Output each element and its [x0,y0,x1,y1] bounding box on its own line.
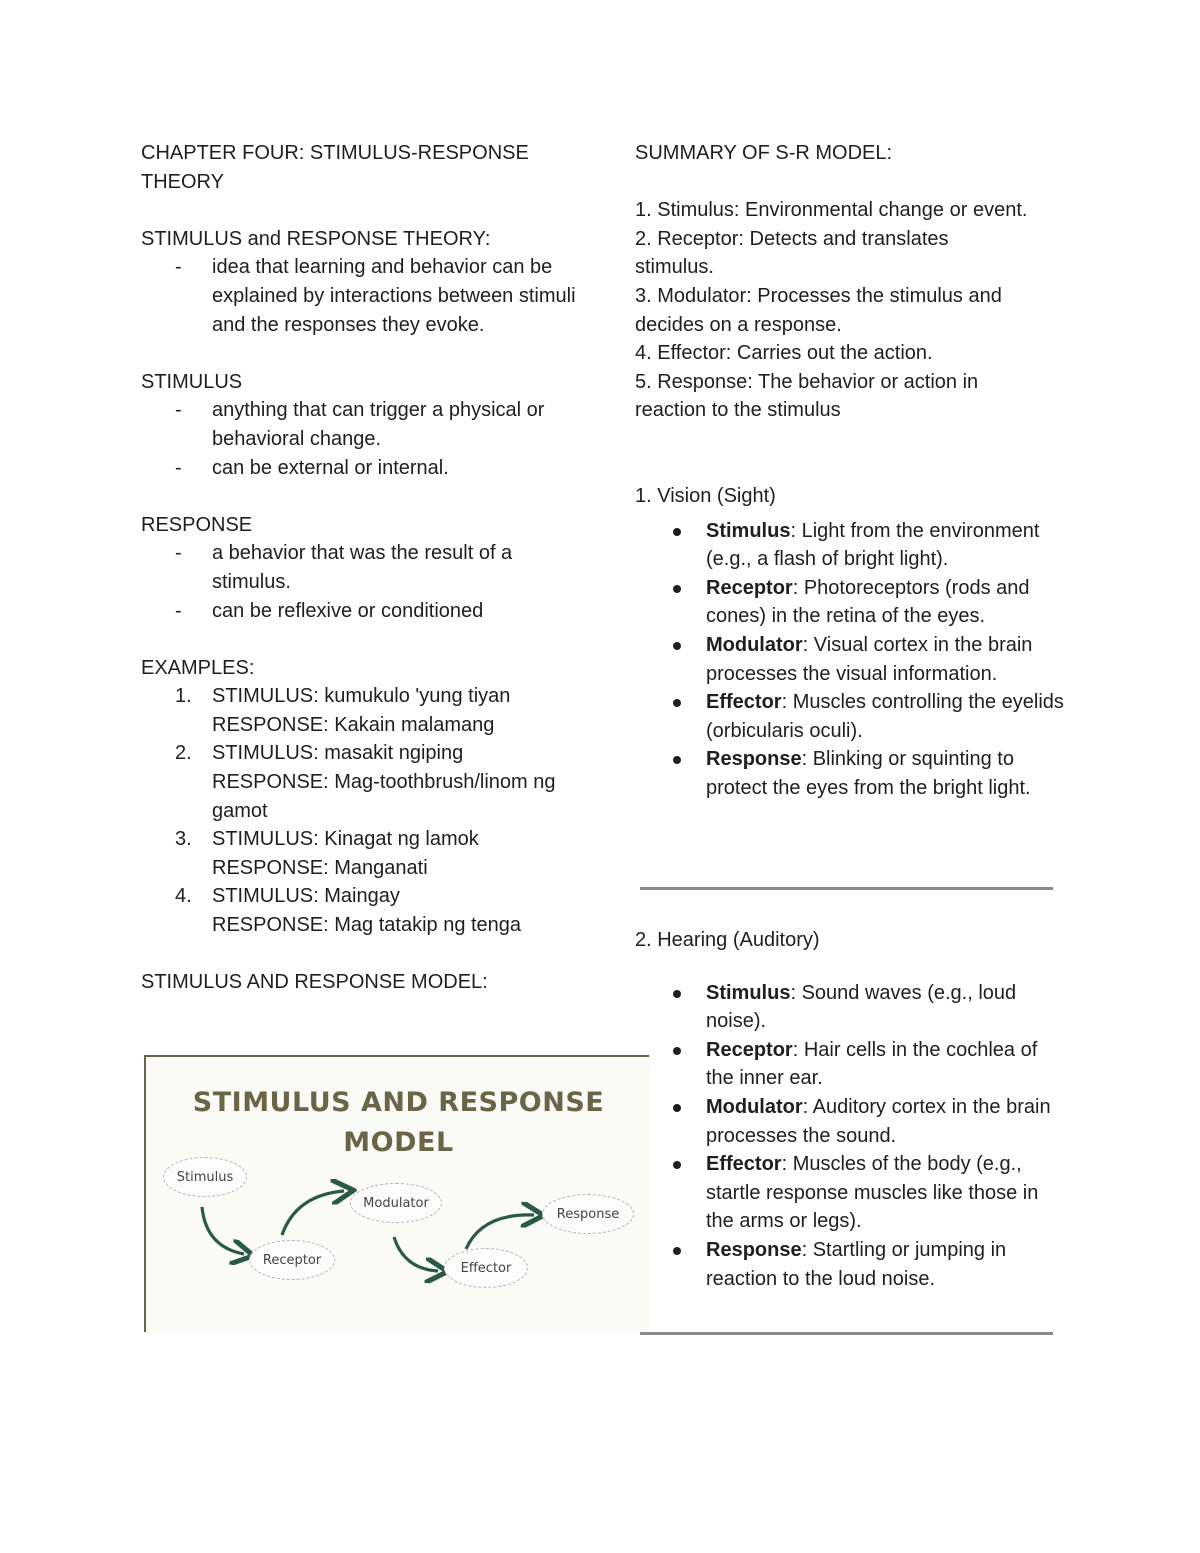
number-marker: 4. [175,885,192,908]
summary-item: 2. Receptor: Detects and translates stimulus. [635,227,949,279]
list-item: Stimulus: Light from the environment (e.g., a flash of bright light). [635,517,1066,574]
response-list [141,539,581,625]
bullet-icon [673,1104,681,1112]
vision-list [635,517,1075,803]
left-column [141,139,581,997]
node-response: Response [542,1194,634,1234]
list-item: Modulator: Visual cortex in the brain processes the visual information. [635,631,1066,688]
arrow-modulator-effector [394,1237,438,1271]
examples-list [141,682,581,939]
list-item: Modulator: Auditory cortex in the brain processes the sound. [635,1093,1066,1150]
model-heading: STIMULUS AND RESPONSE MODEL: [141,971,488,994]
examples-heading: EXAMPLES: [141,656,255,679]
right-column [635,139,1075,802]
list-item: Response: Blinking or squinting to protect the eyes from the bright light. [635,745,1066,802]
dash-marker: - [175,456,182,479]
summary-item: 4. Effector: Carries out the action. [635,342,933,365]
arrow-effector-response [466,1215,534,1249]
number-marker: 1. [175,685,192,708]
figure-title-line2: MODEL [343,1127,454,1158]
summary-item: 3. Modulator: Processes the stimulus and decides on a response. [635,284,1002,336]
arrow-receptor-modulator [282,1191,344,1235]
example-item: 2. STIMULUS: masakit ngiping RESPONSE: Mag-toothbrush/linom ng gamot [141,739,581,825]
chapter-title: CHAPTER FOUR: STIMULUS-RESPONSE THEORY [141,142,529,193]
example-item: 3. STIMULUS: Kinagat ng lamok RESPONSE: Manganati [141,825,581,882]
list-item: Effector: Muscles of the body (e.g., startle response muscles like those in the arms or legs). [635,1150,1066,1236]
bullet-icon [673,642,681,650]
theory-list [141,253,581,339]
node-effector: Effector [444,1248,528,1288]
node-modulator: Modulator [350,1183,442,1223]
list-item: - can be reflexive or conditioned [141,597,581,626]
hearing-list [635,979,1075,1294]
list-item: - can be external or internal. [141,454,581,483]
figure-title-line1: STIMULUS AND RESPONSE [192,1087,605,1118]
list-item: Receptor: Hair cells in the cochlea of the inner ear. [635,1036,1066,1093]
list-item: Stimulus: Sound waves (e.g., loud noise). [635,979,1066,1036]
list-item: Receptor: Photoreceptors (rods and cones) in the retina of the eyes. [635,574,1066,631]
example-item: 4. STIMULUS: Maingay RESPONSE: Mag tatakip ng tenga [141,882,581,939]
dash-marker: - [175,599,182,622]
hearing-heading: 2. Hearing (Auditory) [635,929,820,951]
summary-item: 5. Response: The behavior or action in reaction to the stimulus [635,370,979,422]
list-item: - idea that learning and behavior can be explained by interactions between stimuli and the responses they evoke. [141,253,581,339]
arrow-stimulus-receptor [202,1207,244,1254]
sr-model-figure [144,1055,649,1332]
divider [640,887,1053,890]
theory-heading: STIMULUS and RESPONSE THEORY: [141,227,491,250]
example-item: 1. STIMULUS: kumukulo 'yung tiyan RESPONSE: Kakain malamang [141,682,581,739]
node-receptor: Receptor [249,1240,335,1280]
bullet-icon [673,1161,681,1169]
divider [640,1332,1053,1335]
list-item: - anything that can trigger a physical or behavioral change. [141,396,581,453]
summary-item: 1. Stimulus: Environmental change or event. [635,199,1028,222]
node-stimulus: Stimulus [163,1157,247,1197]
dash-marker: - [175,256,182,279]
bullet-icon [673,699,681,707]
bullet-icon [673,1247,681,1255]
bullet-icon [673,990,681,998]
bullet-icon [673,585,681,593]
stimulus-list [141,396,581,482]
list-item: Effector: Muscles controlling the eyelids (orbicularis oculi). [635,688,1066,745]
hearing-section [635,926,1075,1293]
bullet-icon [673,528,681,536]
bullet-icon [673,756,681,764]
vision-heading: 1. Vision (Sight) [635,484,776,507]
bullet-icon [673,1047,681,1055]
list-item: Response: Startling or jumping in reaction to the loud noise. [635,1236,1066,1293]
response-heading: RESPONSE [141,513,253,536]
list-item: - a behavior that was the result of a stimulus. [141,539,581,596]
number-marker: 2. [175,742,192,765]
number-marker: 3. [175,828,192,851]
dash-marker: - [175,399,182,422]
stimulus-heading: STIMULUS [141,370,243,393]
summary-heading: SUMMARY OF S-R MODEL: [635,142,893,164]
dash-marker: - [175,542,182,565]
